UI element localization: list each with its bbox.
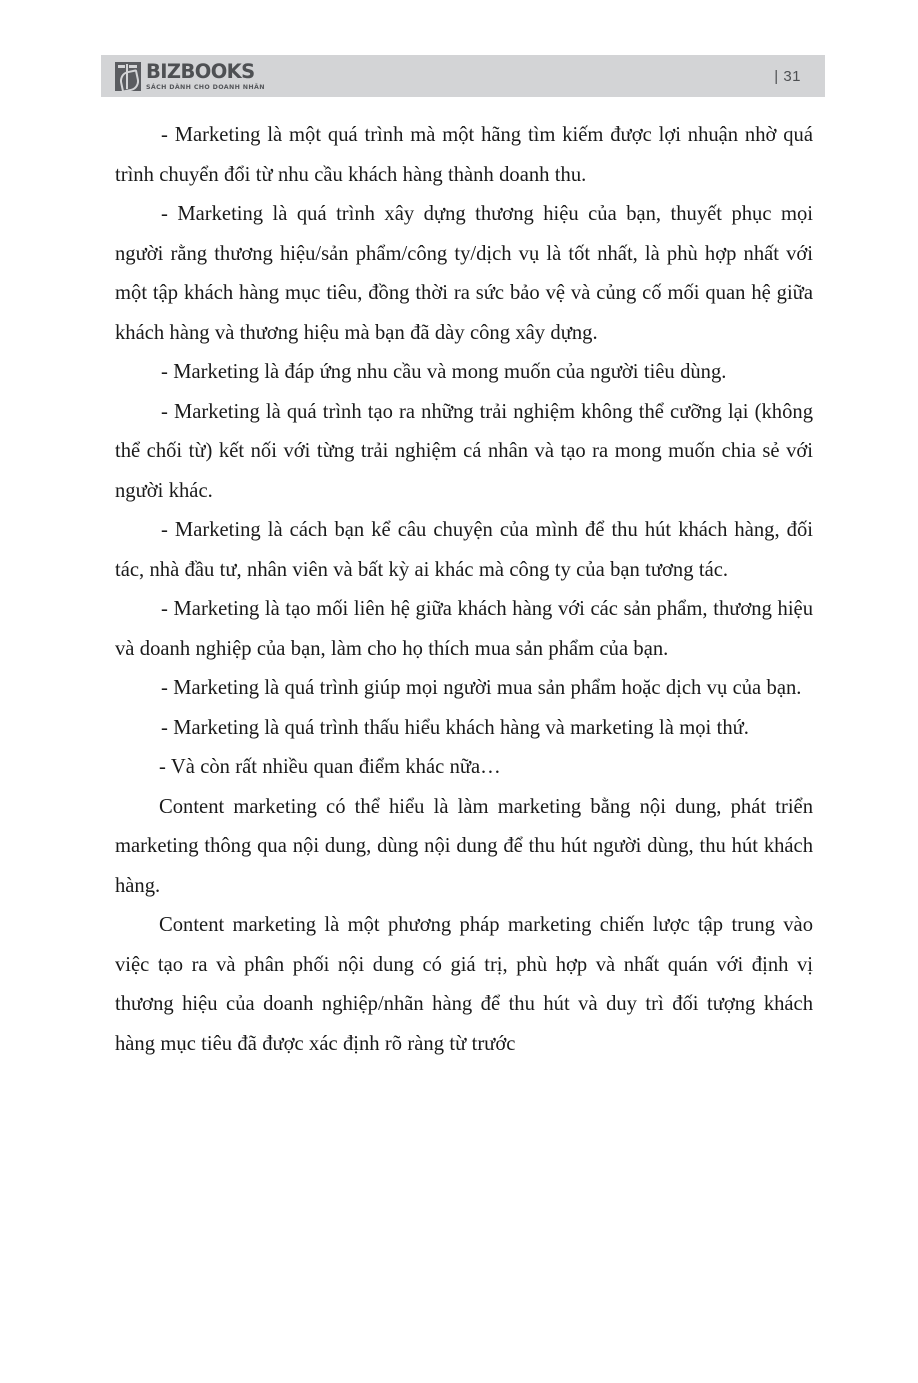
paragraph: - Marketing là một quá trình mà một hãng tìm kiếm được lợi nhuận nhờ quá trình chuyển đổi từ nhu cầu khách hàng thành doanh thu. — [115, 124, 813, 186]
bizbooks-logo — [115, 61, 265, 91]
paragraph: - Và còn rất nhiều quan điểm khác nữa… — [159, 756, 501, 778]
running-header — [101, 55, 825, 97]
paragraph: - Marketing là quá trình xây dựng thương hiệu của bạn, thuyết phục mọi người rằng thương hiệu/sản phẩm/công ty/dịch vụ là tốt nhất, là phù hợp nhất với một tập khách hàng mục tiêu, đồng thời ra sức bảo vệ và củng cố mối quan hệ giữa khách hàng và thương hiệu mà bạn đã dày công xây dựng. — [115, 203, 813, 344]
paragraph: - Marketing là quá trình tạo ra những trải nghiệm không thể cưỡng lại (không thể chối từ) kết nối với từng trải nghiệm cá nhân và tạo ra mong muốn chia sẻ với người khác. — [115, 400, 813, 502]
brand-name: BIZBOOKS — [146, 60, 255, 84]
body-text-column — [115, 116, 813, 1064]
page-number: | 31 — [774, 67, 801, 85]
open-book-icon — [115, 62, 141, 91]
paragraph: - Marketing là đáp ứng nhu cầu và mong muốn của người tiêu dùng. — [161, 361, 727, 383]
brand-text — [146, 61, 265, 91]
paragraph: - Marketing là cách bạn kể câu chuyện của mình để thu hút khách hàng, đối tác, nhà đầu tư, nhân viên và bất kỳ ai khác mà công ty của bạn tương tác. — [115, 519, 813, 581]
paragraph: - Marketing là quá trình giúp mọi người mua sản phẩm hoặc dịch vụ của bạn. — [161, 677, 802, 699]
paragraph: - Marketing là quá trình thấu hiểu khách hàng và marketing là mọi thứ. — [161, 716, 749, 739]
paragraph: - Marketing là tạo mối liên hệ giữa khách hàng với các sản phẩm, thương hiệu và doanh nghiệp của bạn, làm cho họ thích mua sản phẩm của bạn. — [115, 598, 813, 660]
brand-tagline: SÁCH DÀNH CHO DOANH NHÂN — [146, 84, 265, 92]
paragraph: Content marketing có thể hiểu là làm marketing bằng nội dung, phát triển marketing thông qua nội dung, dùng nội dung để thu hút người dùng, thu hút khách hàng. — [115, 795, 813, 897]
paragraph: Content marketing là một phương pháp marketing chiến lược tập trung vào việc tạo ra và phân phối nội dung có giá trị, phù hợp và nhất quán với định vị thương hiệu của doanh nghiệp/nhãn hàng để thu hút và duy trì đối tượng khách hàng mục tiêu đã được xác định rõ ràng từ trước — [115, 914, 813, 1055]
